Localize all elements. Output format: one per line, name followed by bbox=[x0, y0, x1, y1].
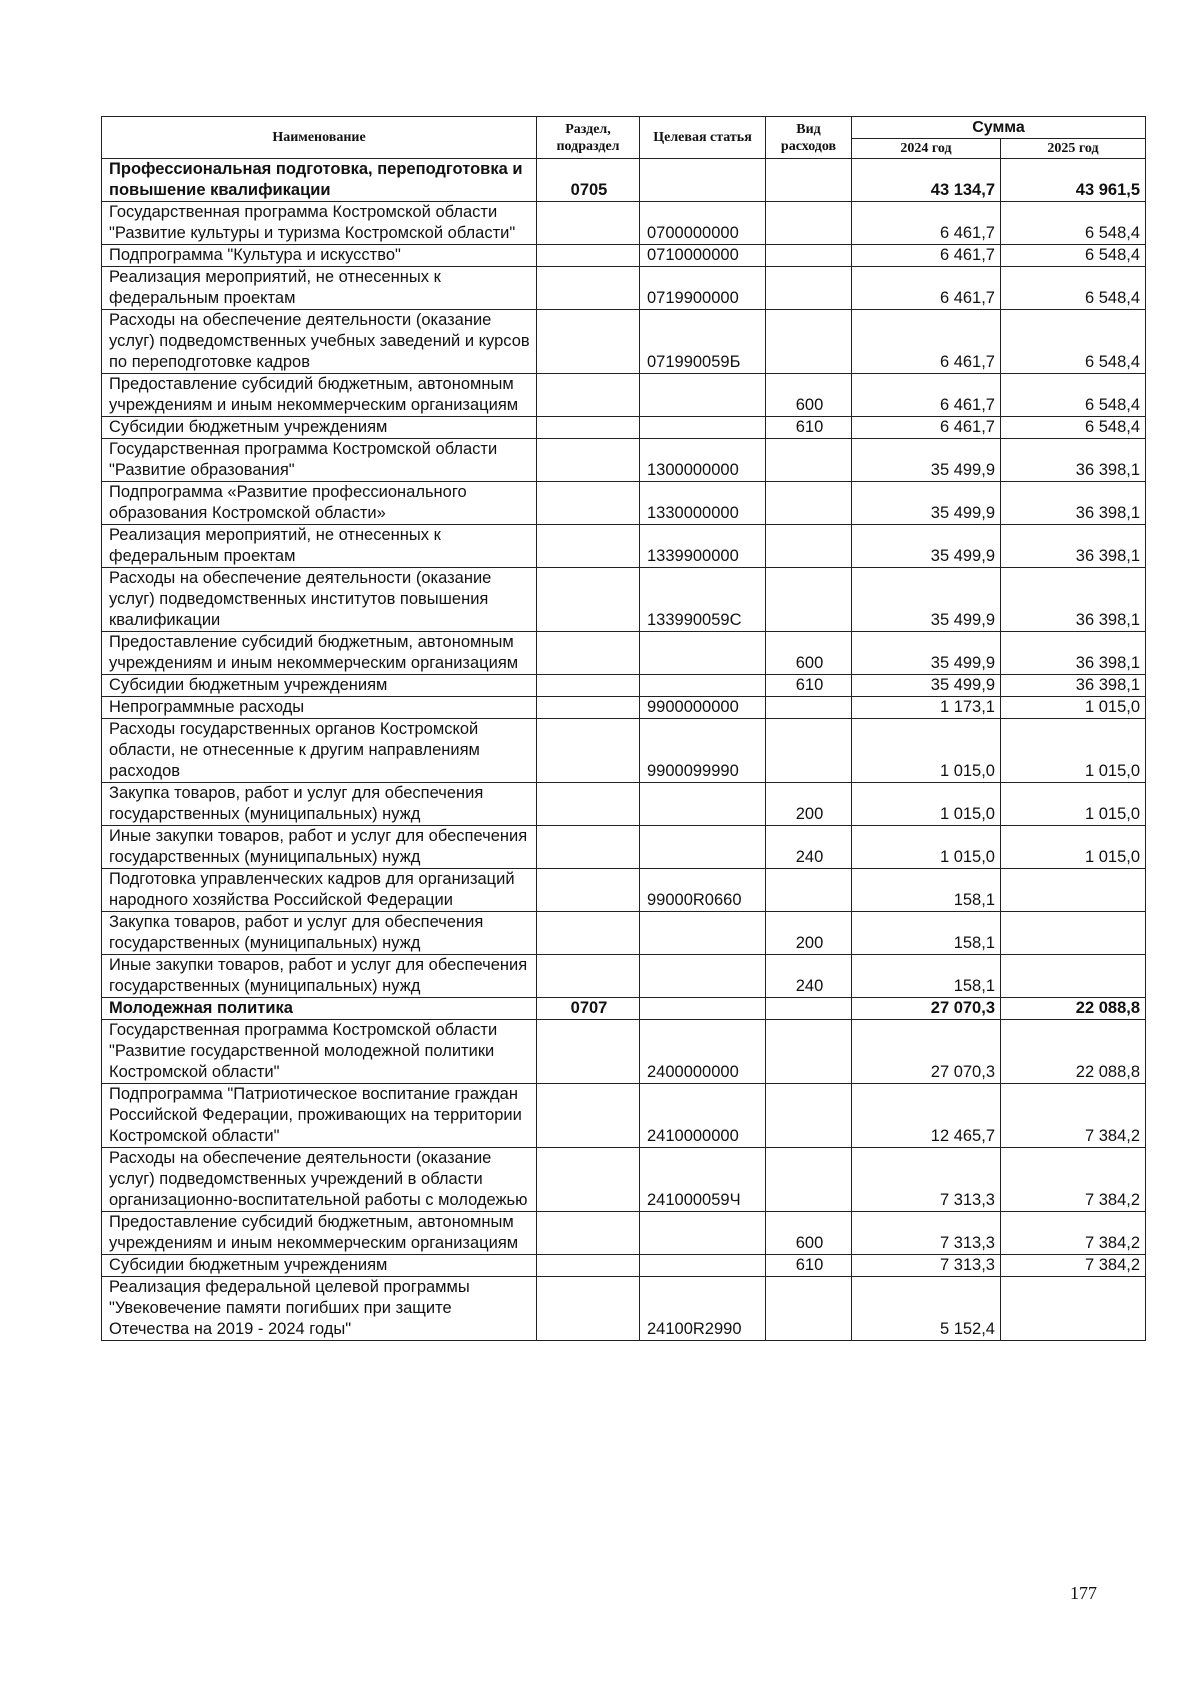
row-section bbox=[537, 826, 640, 869]
table-row bbox=[102, 525, 1146, 568]
table-row bbox=[102, 439, 1146, 482]
row-section bbox=[537, 1212, 640, 1255]
row-name: Непрограммные расходы bbox=[102, 697, 537, 719]
row-expense-type bbox=[766, 568, 852, 632]
row-sum-2024: 6 461,7 bbox=[852, 374, 1001, 417]
row-section bbox=[537, 525, 640, 568]
row-target-article bbox=[640, 632, 766, 675]
row-target-article: 1300000000 bbox=[640, 439, 766, 482]
row-name: Закупка товаров, работ и услуг для обеспечения государственных (муниципальных) нужд bbox=[102, 912, 537, 955]
table-row bbox=[102, 1084, 1146, 1148]
row-sum-2024: 12 465,7 bbox=[852, 1084, 1001, 1148]
table-row bbox=[102, 719, 1146, 783]
row-sum-2024: 6 461,7 bbox=[852, 267, 1001, 310]
row-target-article bbox=[640, 783, 766, 826]
row-target-article: 24100R2990 bbox=[640, 1277, 766, 1341]
row-section bbox=[537, 267, 640, 310]
row-sum-2024: 1 015,0 bbox=[852, 719, 1001, 783]
row-sum-2024: 35 499,9 bbox=[852, 632, 1001, 675]
row-name: Расходы на обеспечение деятельности (оказание услуг) подведомственных учебных заведений и курсов по переподготовке кадров bbox=[102, 310, 537, 374]
row-target-article bbox=[640, 998, 766, 1020]
table-row bbox=[102, 632, 1146, 675]
row-expense-type bbox=[766, 159, 852, 202]
row-section bbox=[537, 202, 640, 245]
table-row bbox=[102, 955, 1146, 998]
row-section bbox=[537, 697, 640, 719]
row-sum-2025: 36 398,1 bbox=[1001, 675, 1146, 697]
header-expense-type: Вид расходов bbox=[766, 117, 852, 159]
row-section bbox=[537, 439, 640, 482]
row-section bbox=[537, 632, 640, 675]
row-name: Субсидии бюджетным учреждениям bbox=[102, 417, 537, 439]
table-row bbox=[102, 912, 1146, 955]
row-name: Подпрограмма "Патриотическое воспитание граждан Российской Федерации, проживающих на территории Костромской области" bbox=[102, 1084, 537, 1148]
table-row bbox=[102, 568, 1146, 632]
row-expense-type bbox=[766, 998, 852, 1020]
row-name: Государственная программа Костромской области "Развитие образования" bbox=[102, 439, 537, 482]
row-sum-2024: 27 070,3 bbox=[852, 998, 1001, 1020]
row-sum-2025: 7 384,2 bbox=[1001, 1212, 1146, 1255]
row-section bbox=[537, 783, 640, 826]
row-sum-2024: 35 499,9 bbox=[852, 482, 1001, 525]
table-row bbox=[102, 482, 1146, 525]
row-expense-type: 610 bbox=[766, 675, 852, 697]
row-expense-type: 200 bbox=[766, 912, 852, 955]
row-sum-2025: 1 015,0 bbox=[1001, 826, 1146, 869]
row-sum-2025: 6 548,4 bbox=[1001, 310, 1146, 374]
row-section bbox=[537, 675, 640, 697]
table-row bbox=[102, 417, 1146, 439]
row-expense-type bbox=[766, 869, 852, 912]
row-expense-type: 240 bbox=[766, 955, 852, 998]
row-name: Предоставление субсидий бюджетным, автономным учреждениям и иным некоммерческим организациям bbox=[102, 1212, 537, 1255]
header-section: Раздел, подраздел bbox=[537, 117, 640, 159]
row-sum-2024: 7 313,3 bbox=[852, 1255, 1001, 1277]
row-name: Расходы на обеспечение деятельности (оказание услуг) подведомственных учреждений в области организационно-воспитательной работы с молодежью bbox=[102, 1148, 537, 1212]
row-target-article bbox=[640, 955, 766, 998]
header-target-article: Целевая статья bbox=[640, 117, 766, 159]
row-sum-2025: 36 398,1 bbox=[1001, 568, 1146, 632]
row-expense-type: 610 bbox=[766, 417, 852, 439]
table-row bbox=[102, 783, 1146, 826]
row-expense-type bbox=[766, 719, 852, 783]
row-section bbox=[537, 1255, 640, 1277]
row-target-article bbox=[640, 912, 766, 955]
row-section bbox=[537, 1148, 640, 1212]
header-year-2024: 2024 год bbox=[852, 139, 1001, 159]
table-row bbox=[102, 159, 1146, 202]
row-section bbox=[537, 1277, 640, 1341]
row-name: Иные закупки товаров, работ и услуг для обеспечения государственных (муниципальных) нужд bbox=[102, 826, 537, 869]
row-expense-type bbox=[766, 267, 852, 310]
row-expense-type bbox=[766, 245, 852, 267]
row-sum-2025: 1 015,0 bbox=[1001, 719, 1146, 783]
row-sum-2025: 36 398,1 bbox=[1001, 632, 1146, 675]
row-target-article bbox=[640, 1212, 766, 1255]
row-target-article: 241000059Ч bbox=[640, 1148, 766, 1212]
row-expense-type bbox=[766, 202, 852, 245]
row-sum-2024: 6 461,7 bbox=[852, 417, 1001, 439]
row-section bbox=[537, 310, 640, 374]
row-name: Реализация федеральной целевой программы "Увековечение памяти погибших при защите Отечества на 2019 - 2024 годы" bbox=[102, 1277, 537, 1341]
row-sum-2025: 36 398,1 bbox=[1001, 525, 1146, 568]
row-expense-type: 200 bbox=[766, 783, 852, 826]
row-target-article: 1339900000 bbox=[640, 525, 766, 568]
row-expense-type: 240 bbox=[766, 826, 852, 869]
page-number: 177 bbox=[1070, 1583, 1097, 1603]
row-sum-2025: 22 088,8 bbox=[1001, 998, 1146, 1020]
row-target-article: 071990059Б bbox=[640, 310, 766, 374]
row-sum-2024: 35 499,9 bbox=[852, 525, 1001, 568]
row-expense-type bbox=[766, 525, 852, 568]
row-section bbox=[537, 417, 640, 439]
row-name: Расходы на обеспечение деятельности (оказание услуг) подведомственных институтов повышения квалификации bbox=[102, 568, 537, 632]
row-target-article: 99000R0660 bbox=[640, 869, 766, 912]
row-expense-type bbox=[766, 439, 852, 482]
row-name: Субсидии бюджетным учреждениям bbox=[102, 675, 537, 697]
row-target-article: 9900000000 bbox=[640, 697, 766, 719]
row-section bbox=[537, 955, 640, 998]
row-target-article bbox=[640, 675, 766, 697]
row-name: Субсидии бюджетным учреждениям bbox=[102, 1255, 537, 1277]
table-row bbox=[102, 675, 1146, 697]
row-section bbox=[537, 568, 640, 632]
row-expense-type bbox=[766, 1148, 852, 1212]
row-expense-type bbox=[766, 482, 852, 525]
budget-table bbox=[101, 116, 1146, 1341]
row-name: Предоставление субсидий бюджетным, автономным учреждениям и иным некоммерческим организациям bbox=[102, 374, 537, 417]
row-section bbox=[537, 912, 640, 955]
row-sum-2025: 36 398,1 bbox=[1001, 439, 1146, 482]
row-target-article: 0710000000 bbox=[640, 245, 766, 267]
table-body bbox=[102, 159, 1146, 1341]
table-row bbox=[102, 1212, 1146, 1255]
header-name: Наименование bbox=[102, 117, 537, 159]
row-section bbox=[537, 1084, 640, 1148]
row-expense-type: 600 bbox=[766, 1212, 852, 1255]
row-name: Иные закупки товаров, работ и услуг для обеспечения государственных (муниципальных) нужд bbox=[102, 955, 537, 998]
row-sum-2025 bbox=[1001, 955, 1146, 998]
table-row bbox=[102, 1277, 1146, 1341]
header-row-1 bbox=[102, 117, 1146, 139]
row-sum-2024: 158,1 bbox=[852, 955, 1001, 998]
row-sum-2024: 6 461,7 bbox=[852, 245, 1001, 267]
row-sum-2025 bbox=[1001, 869, 1146, 912]
row-name: Подготовка управленческих кадров для организаций народного хозяйства Российской Федерации bbox=[102, 869, 537, 912]
row-sum-2025: 6 548,4 bbox=[1001, 417, 1146, 439]
row-sum-2024: 35 499,9 bbox=[852, 568, 1001, 632]
table-row bbox=[102, 826, 1146, 869]
row-section bbox=[537, 482, 640, 525]
row-expense-type bbox=[766, 310, 852, 374]
table-row bbox=[102, 1255, 1146, 1277]
row-target-article bbox=[640, 826, 766, 869]
row-name: Расходы государственных органов Костромской области, не отнесенные к другим направлениям расходов bbox=[102, 719, 537, 783]
table-row bbox=[102, 310, 1146, 374]
row-sum-2024: 158,1 bbox=[852, 912, 1001, 955]
row-section bbox=[537, 374, 640, 417]
row-target-article: 0700000000 bbox=[640, 202, 766, 245]
row-expense-type bbox=[766, 1084, 852, 1148]
row-target-article: 2400000000 bbox=[640, 1020, 766, 1084]
table-row bbox=[102, 1020, 1146, 1084]
row-sum-2024: 5 152,4 bbox=[852, 1277, 1001, 1341]
row-sum-2024: 6 461,7 bbox=[852, 202, 1001, 245]
table-row bbox=[102, 374, 1146, 417]
row-name: Реализация мероприятий, не отнесенных к федеральным проектам bbox=[102, 525, 537, 568]
row-sum-2024: 1 015,0 bbox=[852, 826, 1001, 869]
row-target-article: 133990059С bbox=[640, 568, 766, 632]
row-target-article bbox=[640, 374, 766, 417]
table-row bbox=[102, 697, 1146, 719]
row-sum-2025: 36 398,1 bbox=[1001, 482, 1146, 525]
row-expense-type bbox=[766, 1020, 852, 1084]
row-name: Закупка товаров, работ и услуг для обеспечения государственных (муниципальных) нужд bbox=[102, 783, 537, 826]
table-row bbox=[102, 998, 1146, 1020]
row-expense-type: 600 bbox=[766, 632, 852, 675]
row-name: Государственная программа Костромской области "Развитие культуры и туризма Костромской области" bbox=[102, 202, 537, 245]
row-target-article: 2410000000 bbox=[640, 1084, 766, 1148]
table-row bbox=[102, 202, 1146, 245]
row-target-article: 1330000000 bbox=[640, 482, 766, 525]
row-target-article bbox=[640, 1255, 766, 1277]
row-sum-2024: 35 499,9 bbox=[852, 675, 1001, 697]
row-expense-type bbox=[766, 697, 852, 719]
row-sum-2025: 1 015,0 bbox=[1001, 697, 1146, 719]
row-sum-2025: 6 548,4 bbox=[1001, 245, 1146, 267]
row-target-article: 9900099990 bbox=[640, 719, 766, 783]
row-sum-2025: 1 015,0 bbox=[1001, 783, 1146, 826]
row-target-article: 0719900000 bbox=[640, 267, 766, 310]
row-section bbox=[537, 245, 640, 267]
header-sum: Сумма bbox=[852, 117, 1146, 139]
row-target-article bbox=[640, 417, 766, 439]
row-section bbox=[537, 719, 640, 783]
row-sum-2024: 1 173,1 bbox=[852, 697, 1001, 719]
row-section bbox=[537, 869, 640, 912]
row-sum-2024: 158,1 bbox=[852, 869, 1001, 912]
row-name: Подпрограмма "Культура и искусство" bbox=[102, 245, 537, 267]
row-sum-2025: 7 384,2 bbox=[1001, 1148, 1146, 1212]
row-sum-2025: 7 384,2 bbox=[1001, 1255, 1146, 1277]
row-sum-2025: 43 961,5 bbox=[1001, 159, 1146, 202]
row-sum-2025 bbox=[1001, 1277, 1146, 1341]
row-name: Реализация мероприятий, не отнесенных к федеральным проектам bbox=[102, 267, 537, 310]
row-name: Подпрограмма «Развитие профессионального образования Костромской области» bbox=[102, 482, 537, 525]
row-name: Профессиональная подготовка, переподготовка и повышение квалификации bbox=[102, 159, 537, 202]
row-name: Государственная программа Костромской области "Развитие государственной молодежной политики Костромской области" bbox=[102, 1020, 537, 1084]
row-sum-2024: 6 461,7 bbox=[852, 310, 1001, 374]
table-row bbox=[102, 869, 1146, 912]
row-sum-2025 bbox=[1001, 912, 1146, 955]
row-name: Предоставление субсидий бюджетным, автономным учреждениям и иным некоммерческим организациям bbox=[102, 632, 537, 675]
row-sum-2024: 7 313,3 bbox=[852, 1148, 1001, 1212]
row-section: 0705 bbox=[537, 159, 640, 202]
table-row bbox=[102, 267, 1146, 310]
row-expense-type: 600 bbox=[766, 374, 852, 417]
row-sum-2024: 1 015,0 bbox=[852, 783, 1001, 826]
row-sum-2025: 6 548,4 bbox=[1001, 374, 1146, 417]
row-expense-type bbox=[766, 1277, 852, 1341]
row-sum-2025: 6 548,4 bbox=[1001, 267, 1146, 310]
row-sum-2024: 43 134,7 bbox=[852, 159, 1001, 202]
header-year-2025: 2025 год bbox=[1001, 139, 1146, 159]
row-expense-type: 610 bbox=[766, 1255, 852, 1277]
row-name: Молодежная политика bbox=[102, 998, 537, 1020]
row-target-article bbox=[640, 159, 766, 202]
row-sum-2025: 6 548,4 bbox=[1001, 202, 1146, 245]
row-sum-2024: 27 070,3 bbox=[852, 1020, 1001, 1084]
table-row bbox=[102, 245, 1146, 267]
row-sum-2025: 7 384,2 bbox=[1001, 1084, 1146, 1148]
row-sum-2024: 35 499,9 bbox=[852, 439, 1001, 482]
table-row bbox=[102, 1148, 1146, 1212]
row-section bbox=[537, 1020, 640, 1084]
row-sum-2024: 7 313,3 bbox=[852, 1212, 1001, 1255]
row-section: 0707 bbox=[537, 998, 640, 1020]
row-sum-2025: 22 088,8 bbox=[1001, 1020, 1146, 1084]
